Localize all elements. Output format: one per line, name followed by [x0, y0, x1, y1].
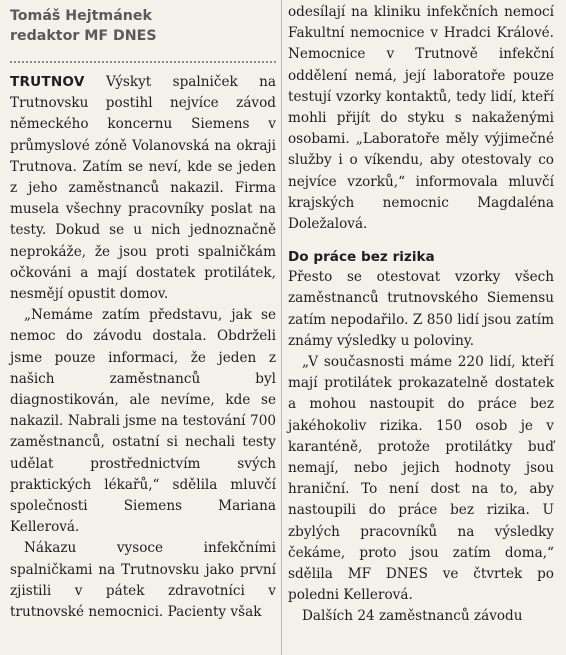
paragraph-7: Dalších 24 zaměstnanců závodu — [302, 608, 523, 625]
paragraph-3: Nákazu vysoce infekčními spalničkami na Trutnovsku jako první zjistili v pátek zdravotníci v trutnovské nemocnici. Pacienty však — [10, 540, 276, 621]
right-column — [288, 0, 554, 628]
column-divider — [281, 0, 282, 655]
byline-rule — [10, 61, 276, 63]
dateline: TRUTNOV — [10, 74, 85, 90]
paragraph-2: „Nemáme zatím představu, jak se nemoc do závodu dostala. Obdrželi jsme pouze informaci, že jeden z našich zaměstnanců byl diagnostikován, ale nevíme, kde se nakazil. Nabrali jsme na testování 700 zaměstnanců, ostatní si nechali testy udělat prostřednictvím svých praktických lékařů,“ sdělila mluvčí společnosti Siemens Mariana Kellerová. — [10, 307, 276, 536]
lead-paragraph — [10, 72, 276, 305]
author-role: redaktor MF DNES — [10, 28, 157, 44]
paragraph-6: „V současnosti máme 220 lidí, kteří mají protilátek prokazatelně dostatek a mohou nastoupit do práce bez jakéhokoliv rizika. 150 osob je v karanténě, protože protilátky buď nemají, nebo jejich hodnoty jsou hraniční. To není dost na to, aby nastoupili do práce bez rizika. U zbylých pracovníků na výsledky čekáme, proto jsou zatím doma,“ sdělila MF DNES ve čtvrtek po poledni Kellerová. — [288, 354, 554, 604]
paragraph-4: odesílají na kliniku infekčních nemocí Fakultní nemocnice v Hradci Králové. Nemocnice v Trutnově infekční oddělení nemá, její laboratoře pouze testují vzorky kontaktů, tedy lidí, kteří mohli přijít do styku s nakaženými osobami. „Laboratoře měly výjimečné služby i o víkendu, aby otestovaly co nejvíce vzorků,“ informovala mluvčí krajských nemocnic Magdaléna Doležalová. — [288, 4, 554, 233]
author-name: Tomáš Hejtmánek — [10, 8, 152, 24]
paragraph-5: Přesto se otestovat vzorky všech zaměstnanců trutnovského Siemensu zatím nepodařilo. Z 850 lidí jsou zatím známy výsledky u poloviny. — [288, 269, 554, 349]
paragraph-1-text: Výskyt spalniček na Trutnovsku postihl nejvíce závod německého koncernu Siemens v průmyslové zóně Volanovská na okraji Trutnova. Zatím se neví, kde se jeden z jeho zaměstnanců nakazil. Firma musela všechny pracovníky poslat na testy. Dokud se u nich jednoznačně neprokáže, že jsou proti spalničkám očkováni a mají dostatek protilátek, nesmějí opustit domov. — [10, 74, 276, 303]
subheading: Do práce bez rizika — [288, 249, 435, 266]
left-column — [10, 0, 276, 623]
